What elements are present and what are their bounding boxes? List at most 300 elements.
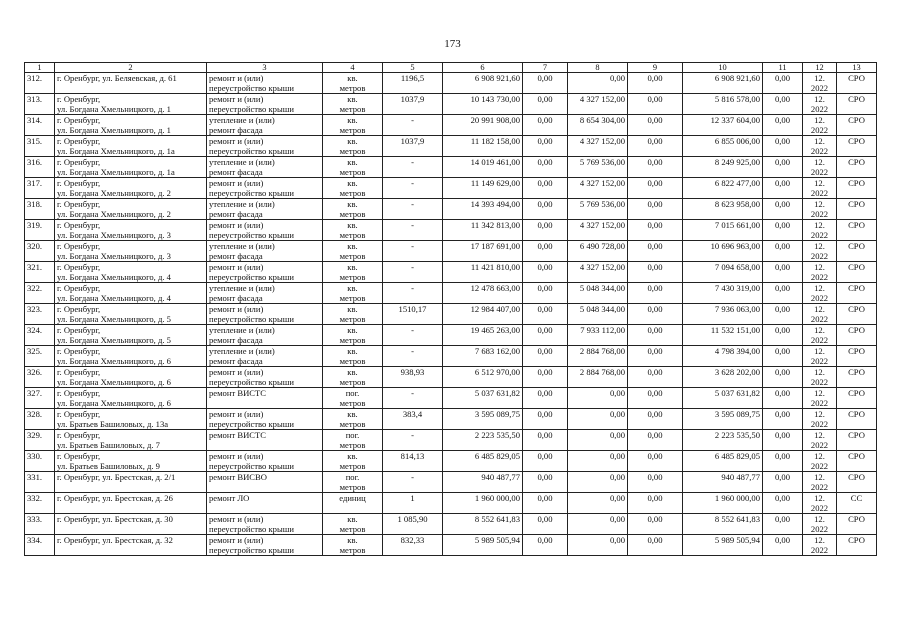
total-cost-cell: 12 984 407,00 <box>443 304 523 325</box>
col11-cell: 0,00 <box>763 199 803 220</box>
work-type-cell-line: переустройство крыши <box>209 461 294 471</box>
work-type-cell-line: утепление и (или) <box>209 241 275 251</box>
col10-cell: 7 430 319,00 <box>683 283 763 304</box>
column-header-13: 13 <box>837 63 877 73</box>
method-cell: СРО <box>837 304 877 325</box>
period-cell <box>803 283 837 304</box>
col11-cell: 0,00 <box>763 178 803 199</box>
col9-cell: 0,00 <box>628 304 683 325</box>
col10-cell: 7 936 063,00 <box>683 304 763 325</box>
col7-cell: 0,00 <box>523 94 568 115</box>
total-cost-cell: 6 485 829,05 <box>443 451 523 472</box>
table-row <box>25 94 877 115</box>
column-header-1: 1 <box>25 63 55 73</box>
unit-cell <box>323 535 383 556</box>
period-cell-line: 12. <box>814 115 825 125</box>
address-cell-line: ул. Богдана Хмельницкого, д. 2 <box>57 209 171 219</box>
period-cell-line: 12. <box>814 514 825 524</box>
col9-cell: 0,00 <box>628 283 683 304</box>
col7-cell: 0,00 <box>523 472 568 493</box>
unit-cell <box>323 136 383 157</box>
total-cost-cell: 5 989 505,94 <box>443 535 523 556</box>
table-row <box>25 451 877 472</box>
row-number: 331. <box>25 472 55 493</box>
column-header-8: 8 <box>568 63 628 73</box>
col11-cell: 0,00 <box>763 346 803 367</box>
address-cell <box>55 220 207 241</box>
col11-cell: 0,00 <box>763 220 803 241</box>
col11-cell: 0,00 <box>763 451 803 472</box>
area-cell: - <box>383 283 443 304</box>
address-cell-line: г. Оренбург, <box>57 283 101 293</box>
work-type-cell-line: ремонт и (или) <box>209 94 264 104</box>
unit-cell-line: метров <box>339 293 366 303</box>
total-cost-cell: 6 908 921,60 <box>443 73 523 94</box>
unit-cell-line: метров <box>339 209 366 219</box>
work-type-cell-line: переустройство крыши <box>209 377 294 387</box>
period-cell <box>803 157 837 178</box>
work-type-cell-line: ремонт ЛО <box>209 493 250 503</box>
unit-cell-line: метров <box>339 482 366 492</box>
period-cell-line: 12. <box>814 283 825 293</box>
work-type-cell <box>207 220 323 241</box>
address-cell <box>55 451 207 472</box>
method-cell: СРО <box>837 388 877 409</box>
area-cell: - <box>383 241 443 262</box>
col7-cell: 0,00 <box>523 157 568 178</box>
col9-cell: 0,00 <box>628 535 683 556</box>
unit-cell-line: кв. <box>347 157 358 167</box>
method-cell: СРО <box>837 94 877 115</box>
table-row <box>25 157 877 178</box>
table-row <box>25 73 877 94</box>
work-type-cell-line: переустройство крыши <box>209 272 294 282</box>
col11-cell: 0,00 <box>763 535 803 556</box>
period-cell-line: 12. <box>814 493 825 503</box>
unit-cell-line: кв. <box>347 73 358 83</box>
work-type-cell-line: ремонт и (или) <box>209 514 264 524</box>
row-number: 326. <box>25 367 55 388</box>
total-cost-cell: 14 393 494,00 <box>443 199 523 220</box>
col7-cell: 0,00 <box>523 73 568 94</box>
col7-cell: 0,00 <box>523 283 568 304</box>
address-cell-line: ул. Богдана Хмельницкого, д. 1а <box>57 146 175 156</box>
col10-cell: 6 855 006,00 <box>683 136 763 157</box>
col10-cell: 12 337 604,00 <box>683 115 763 136</box>
work-type-cell-line: переустройство крыши <box>209 146 294 156</box>
work-type-cell-line: ремонт фасада <box>209 167 263 177</box>
period-cell <box>803 430 837 451</box>
work-type-cell <box>207 346 323 367</box>
period-cell-line: 12. <box>814 220 825 230</box>
area-cell: - <box>383 388 443 409</box>
total-cost-cell: 12 478 663,00 <box>443 283 523 304</box>
unit-cell-line: единиц <box>339 493 366 503</box>
method-cell: СРО <box>837 241 877 262</box>
unit-cell-line: пог. <box>345 472 360 482</box>
unit-cell-line: метров <box>339 398 366 408</box>
period-cell-line: 12. <box>814 472 825 482</box>
col11-cell: 0,00 <box>763 73 803 94</box>
period-cell-line: 2022 <box>810 146 829 156</box>
col11-cell: 0,00 <box>763 262 803 283</box>
period-cell-line: 2022 <box>810 293 829 303</box>
address-cell-line: ул. Богдана Хмельницкого, д. 1а <box>57 167 175 177</box>
col11-cell: 0,00 <box>763 388 803 409</box>
area-cell: - <box>383 220 443 241</box>
address-cell-line: ул. Богдана Хмельницкого, д. 6 <box>57 398 171 408</box>
address-cell-line: ул. Богдана Хмельницкого, д. 5 <box>57 314 171 324</box>
area-cell: - <box>383 346 443 367</box>
period-cell-line: 12. <box>814 367 825 377</box>
work-type-cell-line: переустройство крыши <box>209 230 294 240</box>
period-cell-line: 2022 <box>810 167 829 177</box>
address-cell <box>55 346 207 367</box>
period-cell-line: 12. <box>814 178 825 188</box>
address-cell <box>55 472 207 493</box>
col7-cell: 0,00 <box>523 304 568 325</box>
address-cell <box>55 157 207 178</box>
col7-cell: 0,00 <box>523 514 568 535</box>
row-number: 318. <box>25 199 55 220</box>
col11-cell: 0,00 <box>763 472 803 493</box>
period-cell-line: 12. <box>814 262 825 272</box>
period-cell-line: 12. <box>814 325 825 335</box>
total-cost-cell: 7 683 162,00 <box>443 346 523 367</box>
address-cell <box>55 430 207 451</box>
period-cell <box>803 241 837 262</box>
unit-cell-line: кв. <box>347 241 358 251</box>
column-header-9: 9 <box>628 63 683 73</box>
address-cell-line: г. Оренбург, <box>57 304 101 314</box>
work-type-cell-line: ремонт и (или) <box>209 262 264 272</box>
col9-cell: 0,00 <box>628 94 683 115</box>
col8-cell: 4 327 152,00 <box>568 136 628 157</box>
unit-cell-line: кв. <box>347 115 358 125</box>
period-cell-line: 12. <box>814 388 825 398</box>
address-cell-line: ул. Богдана Хмельницкого, д. 1 <box>57 125 171 135</box>
period-cell-line: 12. <box>814 241 825 251</box>
total-cost-cell: 8 552 641,83 <box>443 514 523 535</box>
area-cell: - <box>383 472 443 493</box>
method-cell: СРО <box>837 73 877 94</box>
period-cell-line: 2022 <box>810 188 829 198</box>
col8-cell: 0,00 <box>568 409 628 430</box>
address-cell <box>55 73 207 94</box>
period-cell <box>803 367 837 388</box>
col7-cell: 0,00 <box>523 178 568 199</box>
unit-cell-line: кв. <box>347 199 358 209</box>
period-cell-line: 2022 <box>810 482 829 492</box>
unit-cell-line: кв. <box>347 220 358 230</box>
row-number: 329. <box>25 430 55 451</box>
period-cell <box>803 409 837 430</box>
address-cell-line: г. Оренбург, <box>57 409 101 419</box>
col9-cell: 0,00 <box>628 157 683 178</box>
period-cell-line: 12. <box>814 157 825 167</box>
work-type-cell-line: ремонт и (или) <box>209 73 264 83</box>
address-cell-line: г. Оренбург, ул. Беляевская, д. 61 <box>57 73 177 83</box>
total-cost-cell: 11 149 629,00 <box>443 178 523 199</box>
table-row <box>25 388 877 409</box>
unit-cell <box>323 73 383 94</box>
unit-cell <box>323 430 383 451</box>
total-cost-cell: 3 595 089,75 <box>443 409 523 430</box>
col10-cell: 3 628 202,00 <box>683 367 763 388</box>
address-cell-line: ул. Богдана Хмельницкого, д. 6 <box>57 356 171 366</box>
address-cell-line: г. Оренбург, <box>57 115 101 125</box>
work-type-cell-line: ремонт и (или) <box>209 367 264 377</box>
work-type-cell-line: утепление и (или) <box>209 325 275 335</box>
method-cell: СРО <box>837 535 877 556</box>
work-type-cell-line: ремонт и (или) <box>209 178 264 188</box>
row-number: 324. <box>25 325 55 346</box>
col10-cell: 2 223 535,50 <box>683 430 763 451</box>
col7-cell: 0,00 <box>523 262 568 283</box>
period-cell <box>803 493 837 514</box>
col8-cell: 2 884 768,00 <box>568 367 628 388</box>
col9-cell: 0,00 <box>628 367 683 388</box>
unit-cell-line: метров <box>339 272 366 282</box>
address-cell-line: г. Оренбург, ул. Брестская, д. 32 <box>57 535 173 545</box>
unit-cell-line: метров <box>339 356 366 366</box>
col7-cell: 0,00 <box>523 451 568 472</box>
col7-cell: 0,00 <box>523 430 568 451</box>
col10-cell: 8 623 958,00 <box>683 199 763 220</box>
address-cell-line: ул. Братьев Башиловых, д. 13а <box>57 419 169 429</box>
col7-cell: 0,00 <box>523 325 568 346</box>
address-cell <box>55 535 207 556</box>
unit-cell <box>323 94 383 115</box>
address-cell-line: г. Оренбург, <box>57 325 101 335</box>
area-cell: 1037,9 <box>383 136 443 157</box>
col11-cell: 0,00 <box>763 409 803 430</box>
address-cell-line: г. Оренбург, <box>57 346 101 356</box>
col9-cell: 0,00 <box>628 73 683 94</box>
row-number: 328. <box>25 409 55 430</box>
col9-cell: 0,00 <box>628 451 683 472</box>
work-type-cell <box>207 430 323 451</box>
period-cell-line: 2022 <box>810 230 829 240</box>
unit-cell-line: пог. <box>345 388 360 398</box>
method-cell: СРО <box>837 472 877 493</box>
col11-cell: 0,00 <box>763 304 803 325</box>
work-type-cell-line: переустройство крыши <box>209 104 294 114</box>
col8-cell: 7 933 112,00 <box>568 325 628 346</box>
col9-cell: 0,00 <box>628 136 683 157</box>
column-header-3: 3 <box>207 63 323 73</box>
unit-cell <box>323 346 383 367</box>
col8-cell: 0,00 <box>568 493 628 514</box>
method-cell: СРО <box>837 199 877 220</box>
col7-cell: 0,00 <box>523 199 568 220</box>
period-cell <box>803 220 837 241</box>
col8-cell: 0,00 <box>568 73 628 94</box>
work-type-cell-line: утепление и (или) <box>209 346 275 356</box>
area-cell: 832,33 <box>383 535 443 556</box>
table-row <box>25 535 877 556</box>
address-cell-line: г. Оренбург, <box>57 157 101 167</box>
work-type-cell-line: утепление и (или) <box>209 283 275 293</box>
address-cell-line: ул. Богдана Хмельницкого, д. 2 <box>57 188 171 198</box>
unit-cell-line: метров <box>339 545 366 555</box>
row-number: 312. <box>25 73 55 94</box>
col8-cell: 5 769 536,00 <box>568 199 628 220</box>
col9-cell: 0,00 <box>628 430 683 451</box>
period-cell-line: 12. <box>814 73 825 83</box>
address-cell-line: ул. Братьев Башиловых, д. 9 <box>57 461 160 471</box>
row-number: 323. <box>25 304 55 325</box>
column-header-5: 5 <box>383 63 443 73</box>
work-type-cell-line: ремонт фасада <box>209 125 263 135</box>
unit-cell-line: кв. <box>347 451 358 461</box>
total-cost-cell: 11 421 810,00 <box>443 262 523 283</box>
area-cell: 1510,17 <box>383 304 443 325</box>
row-number: 320. <box>25 241 55 262</box>
address-cell <box>55 514 207 535</box>
col7-cell: 0,00 <box>523 136 568 157</box>
unit-cell-line: метров <box>339 146 366 156</box>
total-cost-cell: 11 342 813,00 <box>443 220 523 241</box>
period-cell-line: 2022 <box>810 356 829 366</box>
address-cell <box>55 94 207 115</box>
col7-cell: 0,00 <box>523 367 568 388</box>
unit-cell-line: кв. <box>347 514 358 524</box>
period-cell-line: 12. <box>814 346 825 356</box>
col7-cell: 0,00 <box>523 493 568 514</box>
col11-cell: 0,00 <box>763 115 803 136</box>
col10-cell: 11 532 151,00 <box>683 325 763 346</box>
period-cell-line: 2022 <box>810 503 829 513</box>
unit-cell <box>323 388 383 409</box>
address-cell-line: ул. Братьев Башиловых, д. 7 <box>57 440 160 450</box>
address-cell <box>55 241 207 262</box>
area-cell: 383,4 <box>383 409 443 430</box>
work-type-cell <box>207 73 323 94</box>
table-row <box>25 472 877 493</box>
unit-cell <box>323 472 383 493</box>
col9-cell: 0,00 <box>628 262 683 283</box>
col10-cell: 4 798 394,00 <box>683 346 763 367</box>
col8-cell: 4 327 152,00 <box>568 178 628 199</box>
work-type-cell-line: ремонт ВИСВО <box>209 472 267 482</box>
work-type-cell-line: переустройство крыши <box>209 419 294 429</box>
period-cell-line: 2022 <box>810 419 829 429</box>
col8-cell: 0,00 <box>568 472 628 493</box>
column-header-2: 2 <box>55 63 207 73</box>
work-type-cell <box>207 262 323 283</box>
work-type-cell <box>207 136 323 157</box>
row-number: 325. <box>25 346 55 367</box>
col11-cell: 0,00 <box>763 430 803 451</box>
col11-cell: 0,00 <box>763 94 803 115</box>
method-cell: СРО <box>837 325 877 346</box>
method-cell: СРО <box>837 115 877 136</box>
address-cell <box>55 178 207 199</box>
address-cell-line: г. Оренбург, <box>57 136 101 146</box>
address-cell-line: ул. Богдана Хмельницкого, д. 3 <box>57 230 171 240</box>
period-cell <box>803 199 837 220</box>
col8-cell: 0,00 <box>568 388 628 409</box>
address-cell <box>55 367 207 388</box>
unit-cell-line: кв. <box>347 535 358 545</box>
table-row <box>25 241 877 262</box>
address-cell-line: г. Оренбург, <box>57 94 101 104</box>
address-cell <box>55 283 207 304</box>
period-cell-line: 12. <box>814 409 825 419</box>
table-row <box>25 262 877 283</box>
period-cell-line: 2022 <box>810 335 829 345</box>
address-cell <box>55 325 207 346</box>
unit-cell <box>323 115 383 136</box>
address-cell-line: г. Оренбург, <box>57 220 101 230</box>
col10-cell: 5 037 631,82 <box>683 388 763 409</box>
unit-cell <box>323 220 383 241</box>
period-cell-line: 2022 <box>810 104 829 114</box>
area-cell: - <box>383 325 443 346</box>
period-cell <box>803 94 837 115</box>
method-cell: СРО <box>837 430 877 451</box>
period-cell <box>803 115 837 136</box>
col10-cell: 7 015 661,00 <box>683 220 763 241</box>
area-cell: - <box>383 115 443 136</box>
col7-cell: 0,00 <box>523 388 568 409</box>
col8-cell: 0,00 <box>568 430 628 451</box>
method-cell: СРО <box>837 262 877 283</box>
table-row <box>25 199 877 220</box>
unit-cell-line: метров <box>339 419 366 429</box>
col9-cell: 0,00 <box>628 220 683 241</box>
col10-cell: 7 094 658,00 <box>683 262 763 283</box>
period-cell <box>803 262 837 283</box>
method-cell: СРО <box>837 451 877 472</box>
work-type-cell <box>207 472 323 493</box>
work-type-cell-line: переустройство крыши <box>209 545 294 555</box>
work-type-cell <box>207 535 323 556</box>
address-cell-line: г. Оренбург, ул. Брестская, д. 2/1 <box>57 472 176 482</box>
row-number: 321. <box>25 262 55 283</box>
col11-cell: 0,00 <box>763 493 803 514</box>
address-cell-line: ул. Богдана Хмельницкого, д. 4 <box>57 293 171 303</box>
column-header-11: 11 <box>763 63 803 73</box>
work-type-cell-line: ремонт и (или) <box>209 409 264 419</box>
col7-cell: 0,00 <box>523 220 568 241</box>
col10-cell: 6 485 829,05 <box>683 451 763 472</box>
address-cell-line: г. Оренбург, <box>57 451 101 461</box>
work-type-cell <box>207 178 323 199</box>
method-cell: СРО <box>837 136 877 157</box>
period-cell-line: 2022 <box>810 440 829 450</box>
work-type-cell-line: ремонт и (или) <box>209 535 264 545</box>
unit-cell-line: метров <box>339 104 366 114</box>
address-cell-line: г. Оренбург, <box>57 241 101 251</box>
col7-cell: 0,00 <box>523 409 568 430</box>
unit-cell-line: кв. <box>347 409 358 419</box>
address-cell-line: г. Оренбург, <box>57 430 101 440</box>
col10-cell: 3 595 089,75 <box>683 409 763 430</box>
period-cell-line: 2022 <box>810 83 829 93</box>
unit-cell-line: метров <box>339 230 366 240</box>
address-cell <box>55 409 207 430</box>
row-number: 322. <box>25 283 55 304</box>
address-cell-line: ул. Богдана Хмельницкого, д. 3 <box>57 251 171 261</box>
col11-cell: 0,00 <box>763 136 803 157</box>
col8-cell: 6 490 728,00 <box>568 241 628 262</box>
address-cell-line: г. Оренбург, <box>57 178 101 188</box>
col11-cell: 0,00 <box>763 514 803 535</box>
period-cell-line: 2022 <box>810 398 829 408</box>
unit-cell <box>323 304 383 325</box>
